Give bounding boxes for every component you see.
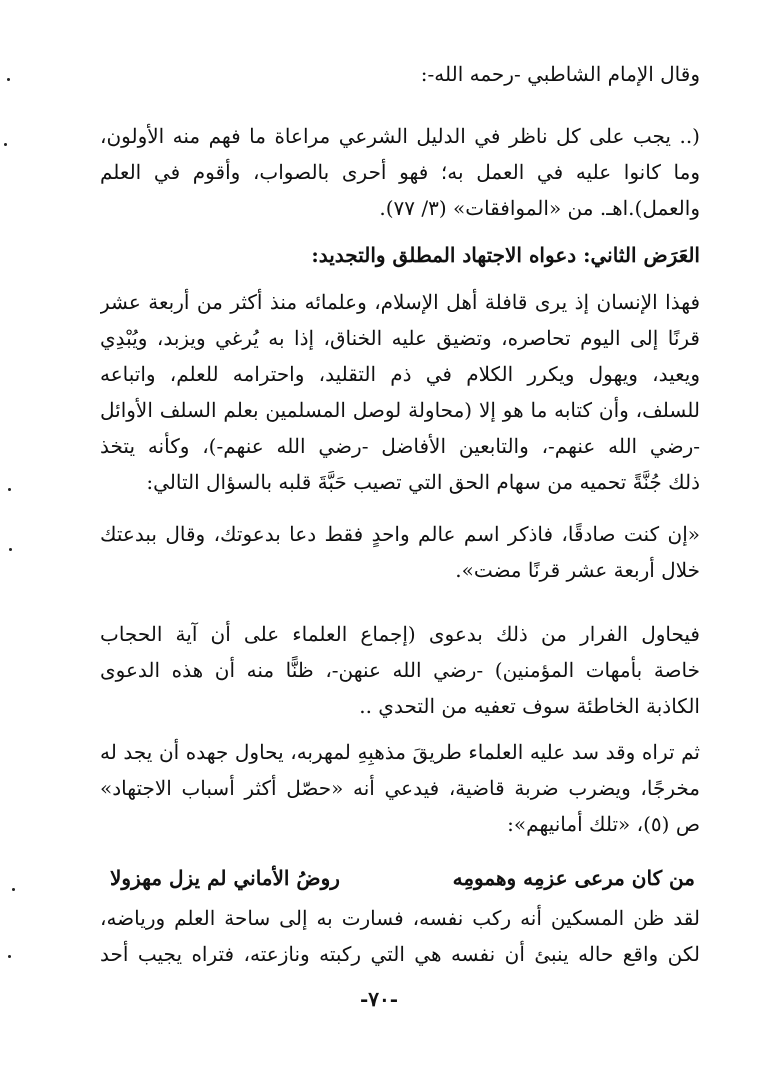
paragraph-3 (100, 734, 700, 842)
paragraph-line: فهذا الإنسان إذ يرى قافلة أهل الإسلام، وعلمائه منذ أكثر من أربعة عشر (100, 290, 700, 314)
paragraph-line: قرنًا إلى اليوم تحاصره، وتضيق عليه الخناق، إذا به يُرغي ويزبد، ويُبْدِي (100, 326, 700, 350)
paragraph-line: خاصة بأمهات المؤمنين) -رضي الله عنهن-، ظنًّا منه أن هذه الدعوى (100, 658, 700, 682)
section-heading-block (100, 237, 700, 273)
verse-second-hemistich: روضُ الأماني لم يزل مهزولا (110, 866, 340, 890)
paragraph-line: ثم تراه وقد سد عليه العلماء طريقَ مذهبِهِ لمهربه، يحاول جهده أن يجد له (100, 740, 700, 764)
quote-block (100, 118, 700, 226)
quote-line: والعمل).اهـ. من «الموافقات» (٣/ ٧٧). (379, 196, 700, 220)
challenge-quote (100, 516, 700, 588)
quote-line: وما كانوا عليه في العمل به؛ فهو أحرى بالصواب، وأقوم في العلم (100, 160, 700, 184)
paragraph-line: للسلف، وأن كتابه ما هو إلا (محاولة لوصل المسلمين بعلم السلف الأوائل (100, 398, 700, 422)
paragraph-line: لقد ظن المسكين أنه ركب نفسه، فسارت به إلى ساحة العلم ورياضه، (100, 906, 700, 930)
paragraph-4 (100, 900, 700, 972)
verse-first-hemistich: من كان مرعى عزمِه وهمومِه (452, 866, 695, 890)
paragraph-1 (100, 284, 700, 500)
margin-speck (12, 888, 15, 891)
paragraph-2 (100, 616, 700, 724)
paragraph-line: فيحاول الفرار من ذلك بدعوى (إجماع العلماء على أن آية الحجاب (100, 622, 700, 646)
section-heading: العَرَض الثاني: دعواه الاجتهاد المطلق والتجديد: (311, 243, 700, 267)
margin-speck (4, 143, 7, 146)
paragraph-line: ص (٥)، «تلك أمانيهم»: (507, 812, 700, 836)
margin-speck (7, 78, 10, 81)
paragraph-line: ذلك جُنَّةً تحميه من سهام الحق التي تصيب حَبَّةَ قلبه بالسؤال التالي: (146, 470, 700, 494)
paragraph-line: لكن واقع حاله ينبئ أن نفسه هي التي ركبته ونازعته، فتراه يجيب أحد (100, 942, 700, 966)
quote-line: (.. يجب على كل ناظر في الدليل الشرعي مراعاة ما فهم منه الأولون، (100, 124, 700, 148)
challenge-line: «إن كنت صادقًا، فاذكر اسم عالم واحدٍ فقط دعا بدعوتك، وقال ببدعتك (100, 522, 700, 546)
paragraph-line: -رضي الله عنهم-، والتابعين الأفاضل -رضي الله عنهم-)، وكأنه يتخذ (100, 434, 700, 458)
poetry-verse (110, 860, 695, 896)
challenge-line: خلال أربعة عشر قرنًا مضت». (455, 558, 700, 582)
paragraph-line: الكاذبة الخاطئة سوف تعفيه من التحدي .. (359, 694, 700, 718)
paragraph-line: مخرجًا، ويضرب ضربة قاضية، فيدعي أنه «حصّل أكثر أسباب الاجتهاد» (100, 776, 700, 800)
intro-line: وقال الإمام الشاطبي -رحمه الله-: (420, 62, 700, 86)
paragraph-line: ويعيد، ويهول ويكرر الكلام في ذم التقليد، واحترامه للعلم، واتباعه (100, 362, 700, 386)
margin-speck (8, 488, 11, 491)
margin-speck (9, 548, 12, 551)
page-number: -٧٠- (359, 987, 399, 1011)
margin-speck (8, 955, 11, 958)
intro-block (100, 56, 700, 92)
